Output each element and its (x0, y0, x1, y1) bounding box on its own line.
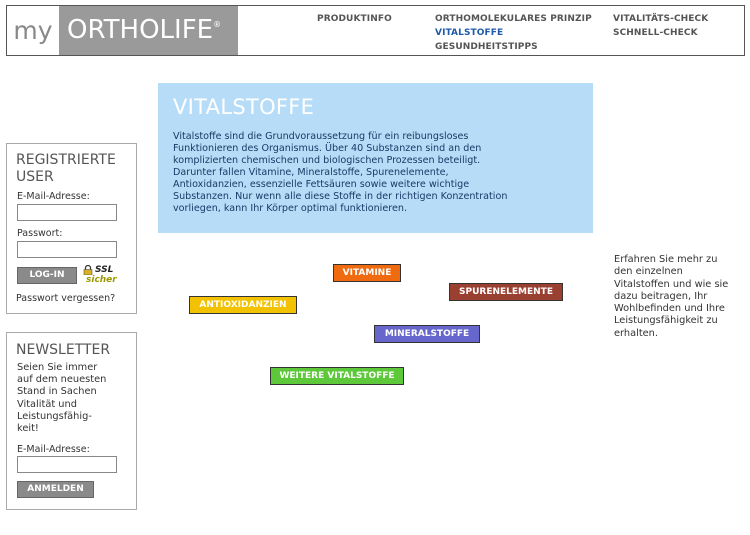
intro-line: Vitalstoffe sind die Grundvoraussetzung für ein reibungsloses (173, 131, 469, 142)
email-label: E-Mail-Adresse: (17, 191, 90, 202)
intro-line: Darunter fallen Vitamine, Mineralstoffe, Spurenelemente, (173, 167, 449, 178)
login-button[interactable]: LOG-IN (17, 267, 77, 284)
logo-brand-text (59, 6, 238, 55)
lock-icon (83, 265, 93, 275)
login-title-line1: REGISTRIERTE (16, 152, 116, 168)
nav-schnell-check[interactable]: SCHNELL-CHECK (613, 28, 698, 38)
category-vitamine-button[interactable]: VITAMINE (333, 264, 401, 282)
login-box (6, 143, 137, 314)
newsletter-text-line: auf dem neuesten (17, 374, 107, 386)
newsletter-box (6, 332, 137, 510)
vitalstoffe-intro-panel (158, 83, 593, 233)
intro-line: komplizierten chemischen und biologischen Prozessen beteiligt. (173, 155, 481, 166)
ssl-label: SSL (95, 265, 114, 275)
logo-registered-mark: ® (213, 20, 222, 29)
logo-brand-name: ORTHOLIFE (67, 15, 214, 45)
login-password-input[interactable] (17, 241, 117, 258)
nav-produktinfo[interactable]: PRODUKTINFO (317, 14, 392, 24)
intro-line: Antioxidanzien, essenzielle Fettsäuren sowie weitere wichtige (173, 179, 470, 190)
category-antioxidanzien-button[interactable]: ANTIOXIDANZIEN (189, 296, 297, 314)
login-title (16, 152, 116, 186)
ssl-sub-label: sicher (86, 275, 117, 285)
page-title: VITALSTOFFE (173, 95, 315, 119)
newsletter-title: NEWSLETTER (16, 342, 111, 358)
site-header (6, 5, 745, 56)
logo[interactable] (7, 6, 232, 55)
nav-vitalitaets-check[interactable]: VITALITÄTS-CHECK (613, 14, 709, 24)
logo-my-text: my (13, 16, 53, 45)
newsletter-text-line: Stand in Sachen (17, 386, 97, 398)
side-text-line: erhalten. (614, 327, 659, 339)
nav-gesundheitstipps[interactable]: GESUNDHEITSTIPPS (435, 42, 538, 52)
subscribe-button[interactable]: ANMELDEN (17, 481, 94, 498)
intro-line: Funktionieren des Organismus. Über 40 Substanzen sind an den (173, 143, 482, 154)
ssl-badge (83, 265, 123, 287)
side-text-line: Leistungsfähigkeit zu (614, 315, 718, 327)
nav-vitalstoffe[interactable]: VITALSTOFFE (435, 28, 504, 38)
side-text-line: Vitalstoffen und wie sie (614, 278, 729, 290)
newsletter-email-input[interactable] (17, 456, 117, 473)
category-mineralstoffe-button[interactable]: MINERALSTOFFE (374, 325, 480, 343)
newsletter-text-line: Leistungsfähig- (17, 410, 92, 422)
password-label: Passwort: (17, 228, 63, 239)
intro-text (173, 131, 578, 215)
login-title-line2: USER (16, 169, 54, 185)
category-weitere-vitalstoffe-button[interactable]: WEITERE VITALSTOFFE (270, 367, 404, 385)
nav-orthomolekulares-prinzip[interactable]: ORTHOMOLEKULARES PRINZIP (435, 14, 592, 24)
side-text-line: Erfahren Sie mehr zu (614, 254, 718, 265)
newsletter-text-line: keit! (17, 423, 39, 435)
newsletter-text-line: Vitalität und (17, 398, 77, 410)
intro-line: Substanzen. Nur wenn alle diese Stoffe in der richtigen Konzentration (173, 191, 508, 202)
side-text-line: den einzelnen (614, 266, 683, 278)
newsletter-email-label: E-Mail-Adresse: (17, 444, 90, 455)
newsletter-text (17, 362, 106, 435)
side-text-line: Wohlbefinden und Ihre (614, 303, 725, 315)
forgot-password-link[interactable]: Passwort vergessen? (16, 293, 116, 304)
category-spurenelemente-button[interactable]: SPURENELEMENTE (449, 283, 563, 301)
intro-line: vorliegen, kann Ihr Körper optimal funktionieren. (173, 203, 408, 214)
side-text-line: dazu beitragen, Ihr (614, 290, 708, 302)
side-info-text (614, 254, 746, 340)
newsletter-text-line: Seien Sie immer (17, 362, 98, 373)
login-email-input[interactable] (17, 204, 117, 221)
